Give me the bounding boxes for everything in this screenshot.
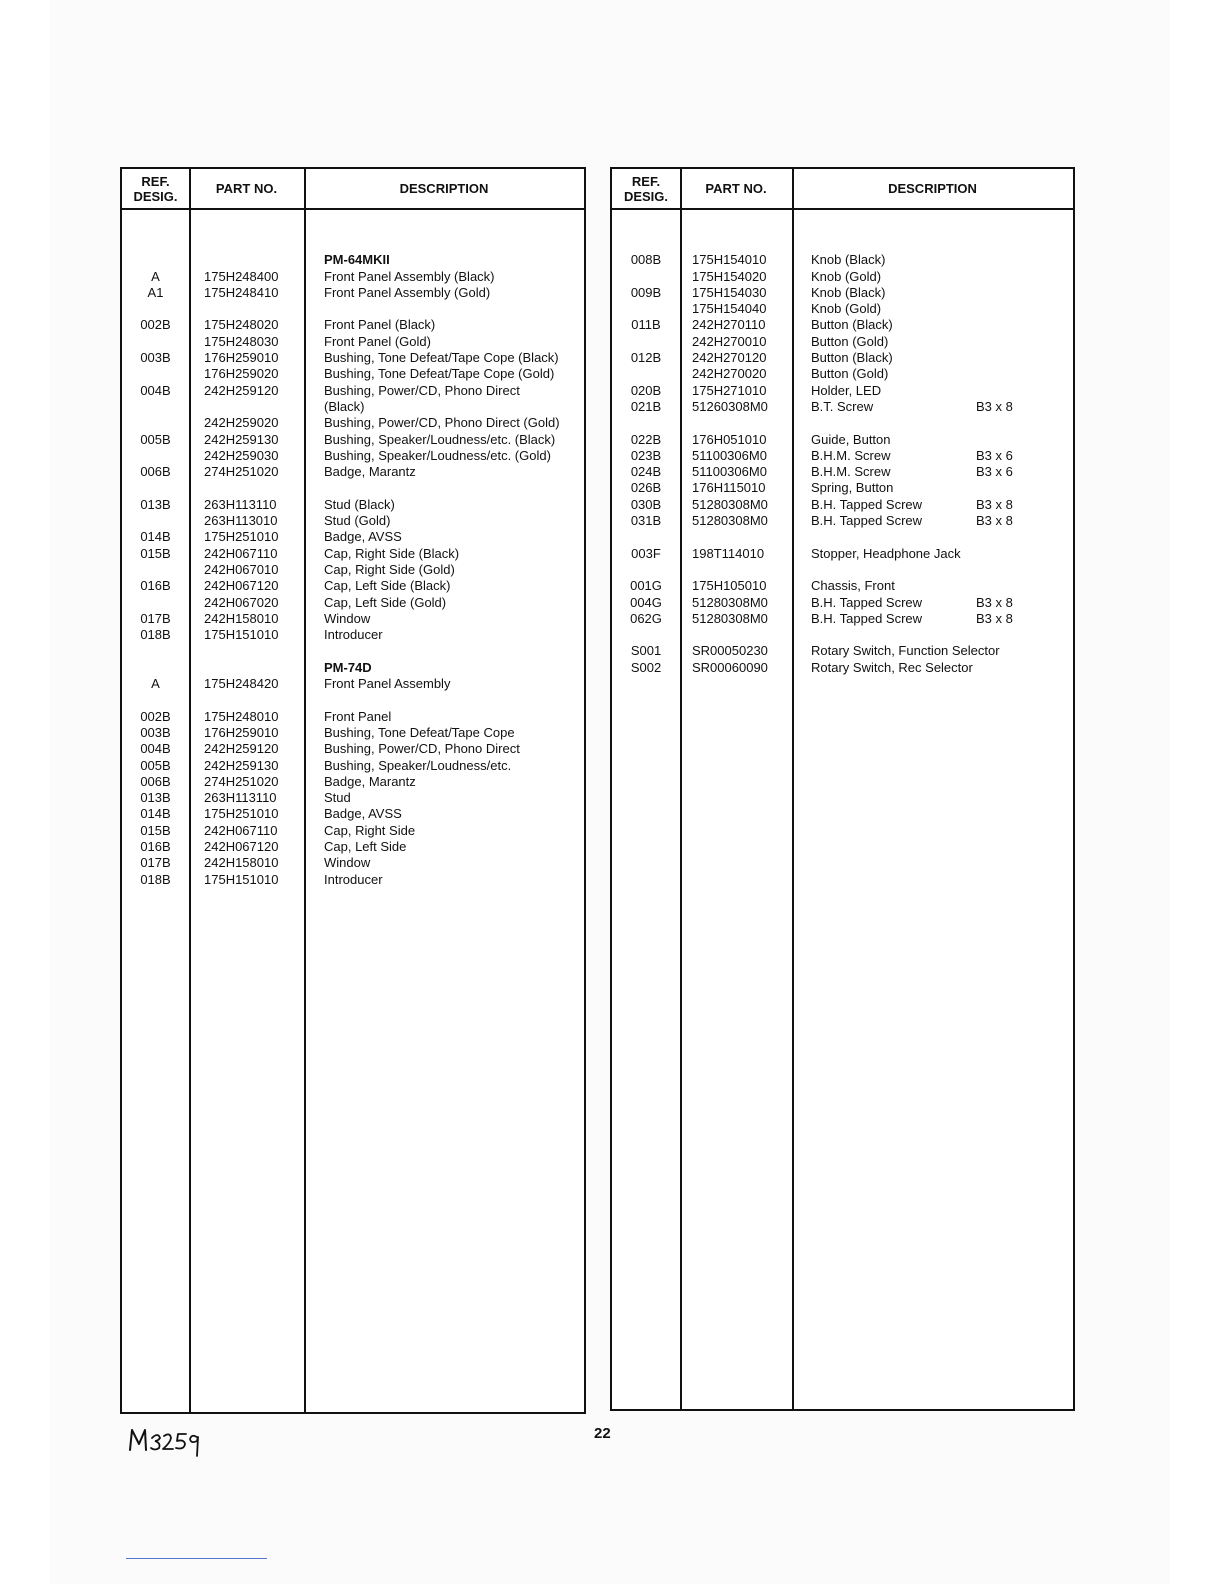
- ref-desig-cell: 022B: [630, 431, 662, 447]
- description-cell: Introducer: [324, 871, 383, 887]
- table-row: [612, 611, 1073, 627]
- ref-desig-cell: 004G: [630, 594, 662, 610]
- table-row: [122, 415, 584, 431]
- part-number-cell: 242H270110: [692, 317, 766, 333]
- part-number-cell: 175H248030: [204, 333, 279, 349]
- part-number-cell: 51280308M0: [692, 496, 768, 512]
- description-cell: Bushing, Tone Defeat/Tape Cope (Black): [324, 350, 559, 366]
- ref-desig-cell: 004B: [140, 382, 171, 398]
- part-number-cell: 176H259010: [204, 724, 279, 740]
- table-body: [122, 236, 584, 888]
- table-body: [612, 236, 1073, 676]
- table-row: [122, 432, 584, 448]
- part-number-cell: 242H067120: [204, 578, 279, 594]
- screw-size-cell: B3 x 8: [976, 513, 1013, 529]
- description-cell: Window: [324, 610, 371, 626]
- description-cell: Badge, Marantz: [324, 773, 416, 789]
- description-cell: Holder, LED: [811, 382, 882, 398]
- description-cell: Knob (Gold): [811, 301, 882, 317]
- ref-desig-cell: 031B: [630, 513, 662, 529]
- part-number-cell: 51100306M0: [692, 447, 767, 463]
- ref-desig-cell: 006B: [140, 773, 171, 789]
- description-cell: B.H. Tapped Screw: [811, 594, 923, 610]
- part-number-cell: 175H154030: [692, 284, 767, 300]
- part-no-header: PART NO.: [705, 181, 767, 196]
- screw-size-cell: B3 x 6: [976, 447, 1013, 463]
- table-row: [122, 513, 584, 529]
- description-cell: Stud (Black): [324, 496, 395, 512]
- ref-desig-cell: 062G: [630, 610, 662, 626]
- table-row: [612, 317, 1073, 333]
- table-row: [612, 252, 1073, 268]
- table-row: [612, 432, 1073, 448]
- screw-size-cell: B3 x 8: [976, 398, 1013, 414]
- part-number-cell: 242H259130: [204, 757, 279, 773]
- description-cell: Rotary Switch, Function Selector: [811, 643, 1000, 659]
- table-row: [612, 660, 1073, 676]
- screw-size-cell: B3 x 8: [976, 496, 1013, 512]
- part-number-cell: 263H113110: [204, 790, 277, 806]
- table-row: [612, 595, 1073, 611]
- description-cell: Cap, Left Side: [324, 838, 407, 854]
- part-number-cell: 242H067010: [204, 561, 279, 577]
- table-row: [122, 562, 584, 578]
- part-number-cell: 263H113010: [204, 513, 278, 529]
- description-cell: Cap, Right Side (Black): [324, 545, 460, 561]
- part-number-cell: 51280308M0: [692, 610, 768, 626]
- ref-desig-cell: 002B: [140, 708, 171, 724]
- ref-desig-cell: 021B: [630, 398, 662, 414]
- ref-desig-cell: 008B: [630, 252, 662, 268]
- part-number-cell: 242H259130: [204, 431, 279, 447]
- description-cell: Stopper, Headphone Jack: [811, 545, 961, 561]
- screw-size-cell: B3 x 8: [976, 594, 1013, 610]
- table-row: [612, 529, 1073, 545]
- ref-desig-cell: 003B: [140, 724, 171, 740]
- description-cell: Front Panel: [324, 708, 392, 724]
- description-cell: Knob (Black): [811, 284, 886, 300]
- description-cell: B.H.M. Screw: [811, 447, 891, 463]
- table-row: [122, 611, 584, 627]
- description-cell: Bushing, Speaker/Loudness/etc. (Gold): [324, 447, 551, 463]
- ref-desig-cell: 003F: [631, 545, 661, 561]
- ref-desig-cell: 004B: [140, 741, 171, 757]
- description-cell: B.H. Tapped Screw: [811, 496, 923, 512]
- ref-desig-cell: 006B: [140, 464, 171, 480]
- ref-desig-cell: 005B: [140, 431, 171, 447]
- ref-desig-cell: 002B: [140, 317, 171, 333]
- ref-desig-cell: 014B: [140, 529, 171, 545]
- table-row: [612, 301, 1073, 317]
- description-cell: Knob (Black): [811, 252, 886, 268]
- part-number-cell: 51100306M0: [692, 464, 767, 480]
- part-number-cell: 242H067120: [204, 838, 279, 854]
- description-cell: Spring, Button: [811, 480, 894, 496]
- description-cell: Window: [324, 855, 371, 871]
- table-row: [122, 855, 584, 871]
- ref-desig-cell: A: [151, 268, 160, 284]
- table-row: [612, 448, 1073, 464]
- table-row: [122, 872, 584, 888]
- table-row: [122, 317, 584, 333]
- description-cell: (Black): [324, 398, 365, 414]
- table-row: [122, 660, 584, 676]
- ref-desig-cell: 013B: [140, 496, 171, 512]
- table-row: [122, 399, 584, 415]
- part-number-cell: 242H259120: [204, 382, 279, 398]
- table-row: [122, 350, 584, 366]
- description-cell: B.T. Screw: [811, 398, 874, 414]
- table-row: [122, 252, 584, 268]
- ref-desig-cell: 011B: [631, 317, 661, 333]
- description-cell: Button (Black): [811, 350, 893, 366]
- part-number-cell: 175H248400: [204, 268, 279, 284]
- table-row: [612, 383, 1073, 399]
- ref-desig-cell: 017B: [140, 855, 171, 871]
- description-cell: Cap, Right Side: [324, 822, 416, 838]
- table-row: [122, 529, 584, 545]
- ref-desig-cell: 009B: [630, 284, 662, 300]
- table-row: [122, 709, 584, 725]
- table-row: [122, 480, 584, 496]
- part-number-cell: 176H115010: [692, 480, 766, 496]
- ref-desig-cell: 005B: [140, 757, 171, 773]
- description-cell: Bushing, Tone Defeat/Tape Cope: [324, 724, 515, 740]
- table-row: [122, 839, 584, 855]
- part-number-cell: SR00050230: [692, 643, 768, 659]
- description-cell: Bushing, Power/CD, Phono Direct (Gold): [324, 415, 560, 431]
- ref-desig-cell: 023B: [630, 447, 662, 463]
- ref-desig-cell: 016B: [140, 578, 171, 594]
- handwritten-signature: [128, 1422, 208, 1458]
- ref-desig-header: REF. DESIG.: [623, 173, 669, 204]
- table-row: [122, 301, 584, 317]
- table-row: [122, 269, 584, 285]
- part-number-cell: 175H151010: [204, 871, 279, 887]
- table-row: [612, 480, 1073, 496]
- ref-desig-cell: S001: [630, 643, 662, 659]
- table-row: [122, 741, 584, 757]
- table-row: [122, 236, 584, 252]
- part-number-cell: 242H259120: [204, 741, 279, 757]
- screw-size-cell: B3 x 8: [976, 610, 1013, 626]
- description-cell: Bushing, Tone Defeat/Tape Cope (Gold): [324, 366, 555, 382]
- table-row: [612, 464, 1073, 480]
- table-row: [612, 399, 1073, 415]
- description-cell: Bushing, Speaker/Loudness/etc. (Black): [324, 431, 556, 447]
- parts-table-right: [610, 167, 1075, 1411]
- table-row: [612, 497, 1073, 513]
- ref-desig-cell: 024B: [630, 464, 662, 480]
- description-cell: Front Panel Assembly (Gold): [324, 284, 491, 300]
- part-number-cell: 176H051010: [692, 431, 767, 447]
- description-cell: Button (Gold): [811, 333, 889, 349]
- part-number-cell: 242H158010: [204, 610, 279, 626]
- table-row: [122, 676, 584, 692]
- part-number-cell: 274H251020: [204, 464, 279, 480]
- ref-desig-cell: 015B: [140, 545, 171, 561]
- table-row: [612, 285, 1073, 301]
- divider: [126, 1558, 267, 1559]
- table-row: [612, 415, 1073, 431]
- description-cell: Stud: [324, 790, 351, 806]
- table-row: [122, 448, 584, 464]
- table-row: [612, 513, 1073, 529]
- part-number-cell: 175H251010: [204, 806, 279, 822]
- ref-desig-header: REF. DESIG.: [133, 173, 178, 204]
- table-row: [612, 269, 1073, 285]
- table-row: [612, 562, 1073, 578]
- part-number-cell: 51280308M0: [692, 513, 768, 529]
- description-cell: Button (Black): [811, 317, 893, 333]
- table-row: [612, 546, 1073, 562]
- description-cell: Guide, Button: [811, 431, 891, 447]
- part-number-cell: 263H113110: [204, 496, 277, 512]
- description-cell: Chassis, Front: [811, 578, 895, 594]
- description-header: DESCRIPTION: [888, 181, 977, 196]
- table-row: [122, 627, 584, 643]
- part-number-cell: 175H154020: [692, 268, 767, 284]
- ref-desig-cell: A: [151, 676, 160, 692]
- description-cell: Cap, Right Side (Gold): [324, 561, 455, 577]
- part-no-header: PART NO.: [215, 181, 278, 196]
- table-row: [122, 285, 584, 301]
- description-cell: Rotary Switch, Rec Selector: [811, 659, 973, 675]
- table-row: [612, 334, 1073, 350]
- description-cell: Knob (Gold): [811, 268, 882, 284]
- part-number-cell: 242H067110: [204, 545, 278, 561]
- table-row: [122, 806, 584, 822]
- description-cell: B.H.M. Screw: [811, 464, 891, 480]
- part-number-cell: 242H067020: [204, 594, 279, 610]
- part-number-cell: 51280308M0: [692, 594, 768, 610]
- table-row: [122, 823, 584, 839]
- ref-desig-cell: 012B: [630, 350, 662, 366]
- ref-desig-cell: 013B: [140, 790, 171, 806]
- ref-desig-cell: A1: [147, 284, 164, 300]
- ref-desig-cell: 018B: [140, 871, 171, 887]
- table-row: [122, 497, 584, 513]
- description-cell: Badge, Marantz: [324, 464, 416, 480]
- ref-desig-cell: 018B: [140, 627, 171, 643]
- description-cell: Bushing, Power/CD, Phono Direct: [324, 382, 520, 398]
- description-cell: PM-74D: [324, 659, 372, 675]
- ref-desig-cell: 014B: [140, 806, 171, 822]
- table-row: [122, 366, 584, 382]
- table-row: [122, 383, 584, 399]
- ref-desig-cell: 016B: [140, 838, 171, 854]
- description-cell: Stud (Gold): [324, 513, 391, 529]
- part-number-cell: 242H067110: [204, 822, 278, 838]
- part-number-cell: SR00060090: [692, 659, 768, 675]
- part-number-cell: 175H154010: [692, 252, 767, 268]
- part-number-cell: 175H105010: [692, 578, 767, 594]
- part-number-cell: 274H251020: [204, 773, 279, 789]
- part-number-cell: 175H151010: [204, 627, 279, 643]
- part-number-cell: 175H271010: [692, 382, 767, 398]
- table-row: [122, 334, 584, 350]
- part-number-cell: 175H248420: [204, 676, 279, 692]
- table-row: [122, 643, 584, 659]
- description-cell: Front Panel Assembly: [324, 676, 451, 692]
- table-row: [122, 546, 584, 562]
- part-number-cell: 176H259010: [204, 350, 279, 366]
- ref-desig-cell: 030B: [630, 496, 662, 512]
- ref-desig-cell: 001G: [630, 578, 662, 594]
- ref-desig-cell: S002: [630, 659, 662, 675]
- part-number-cell: 175H248410: [204, 284, 279, 300]
- description-cell: Front Panel (Black): [324, 317, 436, 333]
- table-row: [122, 758, 584, 774]
- description-cell: PM-64MKII: [324, 252, 390, 268]
- description-cell: Bushing, Power/CD, Phono Direct: [324, 741, 520, 757]
- table-row: [612, 350, 1073, 366]
- ref-desig-cell: 017B: [140, 610, 171, 626]
- description-cell: Front Panel (Gold): [324, 333, 431, 349]
- table-row: [122, 725, 584, 741]
- screw-size-cell: B3 x 6: [976, 464, 1013, 480]
- ref-desig-cell: 003B: [140, 350, 171, 366]
- description-header: DESCRIPTION: [399, 181, 489, 196]
- description-cell: Badge, AVSS: [324, 806, 402, 822]
- description-cell: Badge, AVSS: [324, 529, 402, 545]
- ref-desig-cell: 026B: [630, 480, 662, 496]
- part-number-cell: 242H158010: [204, 855, 279, 871]
- part-number-cell: 175H154040: [692, 301, 767, 317]
- table-row: [122, 692, 584, 708]
- description-cell: Bushing, Speaker/Loudness/etc.: [324, 757, 512, 773]
- table-header: [122, 169, 584, 210]
- table-row: [612, 627, 1073, 643]
- table-row: [122, 595, 584, 611]
- table-row: [612, 236, 1073, 252]
- table-row: [612, 643, 1073, 659]
- part-number-cell: 242H259020: [204, 415, 279, 431]
- part-number-cell: 175H248010: [204, 708, 279, 724]
- description-cell: Button (Gold): [811, 366, 889, 382]
- part-number-cell: 242H270010: [692, 333, 767, 349]
- ref-desig-cell: 015B: [140, 822, 171, 838]
- part-number-cell: 176H259020: [204, 366, 279, 382]
- table-row: [122, 774, 584, 790]
- part-number-cell: 51260308M0: [692, 398, 768, 414]
- description-cell: Cap, Left Side (Gold): [324, 594, 447, 610]
- table-row: [612, 578, 1073, 594]
- description-cell: B.H. Tapped Screw: [811, 513, 923, 529]
- description-cell: B.H. Tapped Screw: [811, 610, 923, 626]
- table-row: [122, 464, 584, 480]
- page-number: 22: [594, 1425, 611, 1442]
- table-row: [122, 790, 584, 806]
- part-number-cell: 175H251010: [204, 529, 279, 545]
- table-row: [122, 578, 584, 594]
- description-cell: Introducer: [324, 627, 383, 643]
- part-number-cell: 242H270120: [692, 350, 767, 366]
- ref-desig-cell: 020B: [630, 382, 662, 398]
- part-number-cell: 175H248020: [204, 317, 279, 333]
- part-number-cell: 242H259030: [204, 447, 279, 463]
- table-row: [612, 366, 1073, 382]
- part-number-cell: 242H270020: [692, 366, 767, 382]
- description-cell: Cap, Left Side (Black): [324, 578, 451, 594]
- parts-table-left: [120, 167, 586, 1414]
- part-number-cell: 198T114010: [692, 545, 765, 561]
- description-cell: Front Panel Assembly (Black): [324, 268, 495, 284]
